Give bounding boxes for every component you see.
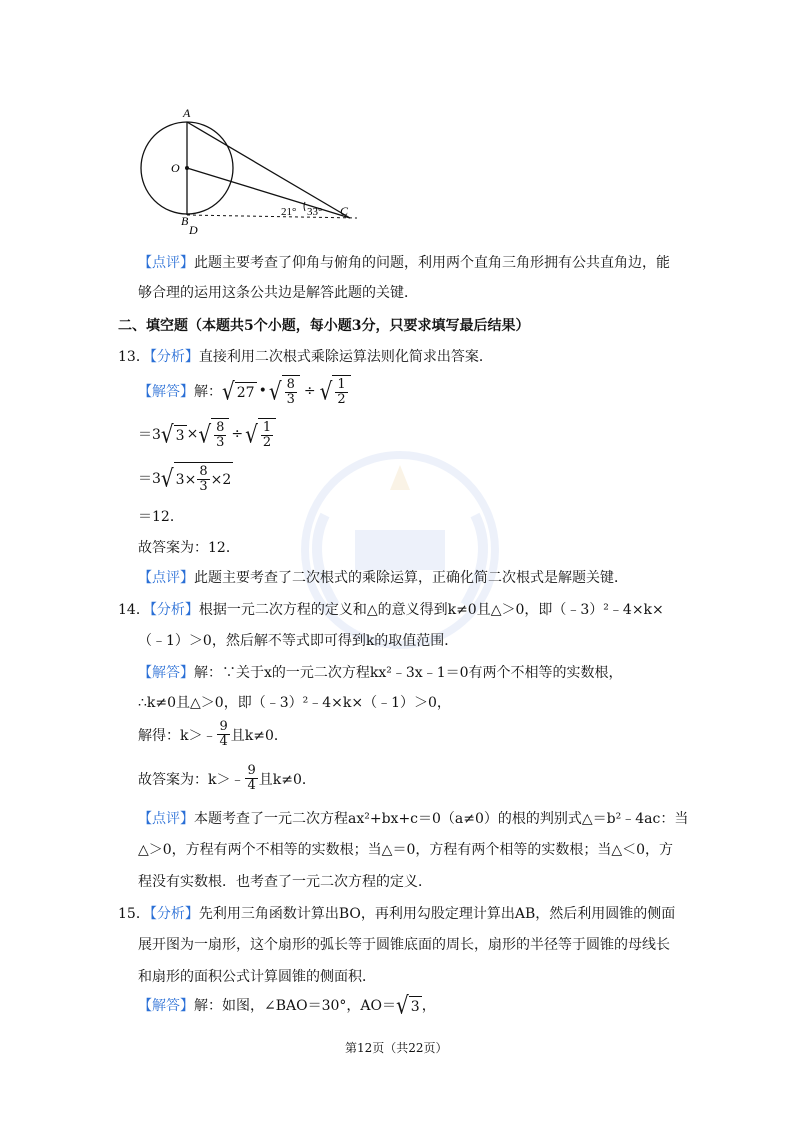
q13-solution: 【解答】 解： √ 27 • √ $\frac{8}{3}$ ÷ √ $\frac{1}{2}$	[138, 375, 351, 407]
q15-solution-tag: 【解答】	[138, 998, 194, 1014]
page-footer: 第12页（共22页）	[345, 1041, 448, 1055]
q14-review-3: 程没有实数根．也考查了一元二次方程的定义．	[138, 874, 432, 890]
review-line-2: 够合理的运用这条公共边是解答此题的关键．	[138, 285, 418, 301]
q13-review-text: 此题主要考查了二次根式的乘除运算，正确化简二次根式是解题关键．	[194, 570, 628, 586]
q14-analysis-text: 根据一元二次方程的定义和△的意义得到k≠0且△＞0，即（﹣3）²﹣4×k×	[198, 602, 664, 618]
geometry-figure	[135, 105, 365, 235]
q15-analysis-tag: 【分析】	[149, 906, 199, 922]
q14-result-post: 且k≠0．	[230, 727, 288, 744]
q15-analysis-2: 展开图为一扇形，这个扇形的弧长等于圆锥底面的周长，扇形的半径等于圆锥的母线长	[138, 937, 670, 953]
math-sqrt-1-2: √ $\frac{1}{2}$	[320, 375, 351, 407]
math-sqrt-8-3: √ $\frac{8}{3}$	[269, 375, 300, 407]
q14-condition: ∴k≠0且△＞0，即（﹣3）²﹣4×k×（﹣1）＞0，	[138, 695, 451, 711]
q14-answer: 故答案为：k＞﹣ $\frac{9}{4}$ 且k≠0．	[138, 763, 316, 793]
q13-analysis-tag: 【分析】	[149, 349, 199, 365]
q15-analysis-1	[118, 903, 675, 923]
q15-solution: 【解答】 解：如图，∠BAO＝30°，AO＝ √ 3 ，	[138, 990, 436, 1020]
label-d: D	[189, 223, 198, 235]
line-ac	[187, 122, 350, 218]
q14-result: 解得：k＞﹣ $\frac{9}{4}$ 且k≠0．	[138, 719, 288, 749]
q13-number: 13．	[118, 349, 150, 365]
review-tag: 【点评】	[138, 255, 194, 271]
label-angle1: 21°	[281, 206, 297, 218]
q14-solution-text: 解：∵关于x的一元二次方程kx²﹣3x﹣1＝0有两个不相等的实数根，	[194, 665, 623, 681]
q13-analysis-text: 直接利用二次根式乘除运算法则化简求出答案．	[198, 349, 493, 365]
q14-answer-post: 且k≠0．	[258, 771, 316, 788]
q13-step-2: ＝3 √ 3 × √ $\frac{8}{3}$ ÷ √ $\frac{1}{2}$	[138, 418, 276, 450]
q13-solution-tag: 【解答】	[138, 384, 194, 400]
q14-review-1	[138, 808, 688, 828]
q15-analysis-text: 先利用三角函数计算出BO，再利用勾股定理计算出AB，然后利用圆锥的侧面	[198, 906, 676, 922]
q14-analysis-2: （﹣1）＞0，然后解不等式即可得到k的取值范围．	[138, 633, 459, 649]
q13-step-4: ＝12．	[138, 509, 184, 525]
label-c: C	[340, 204, 349, 218]
review-line-1	[138, 252, 670, 272]
label-angle2: 33°	[307, 206, 323, 218]
q13-step-3: ＝3 √ 3× $\frac{8}{3}$ ×2	[138, 463, 232, 494]
math-sqrt-3: √ 3	[396, 990, 420, 1020]
q14-result-pre: 解得：k＞﹣	[138, 727, 217, 744]
q14-review-text: 本题考查了一元二次方程ax²+bx+c＝0（a≠0）的根的判别式△＝b²﹣4ac：当	[194, 811, 689, 827]
q14-answer-pre: 故答案为：k＞﹣	[138, 771, 245, 788]
q14-solution-tag: 【解答】	[138, 665, 194, 681]
label-b: B	[181, 214, 189, 228]
label-o: O	[171, 161, 180, 175]
line-bc	[187, 215, 357, 218]
q13-answer: 故答案为：12．	[138, 540, 240, 556]
q14-analysis-tag: 【分析】	[149, 602, 199, 618]
q14-analysis-1	[118, 599, 664, 619]
q13-analysis	[118, 346, 493, 366]
q14-review-tag: 【点评】	[138, 811, 194, 827]
q15-analysis-3: 和扇形的面积公式计算圆锥的侧面积．	[138, 969, 376, 985]
q14-review-2: △＞0，方程有两个不相等的实数根；当△＝0，方程有两个相等的实数根；当△＜0，方	[138, 842, 674, 858]
q14-solution	[138, 662, 623, 682]
math-sqrt-27: √ 27	[222, 376, 255, 406]
q15-solution-text: 解：如图，∠BAO＝30°，AO＝	[194, 998, 397, 1014]
q13-review-tag: 【点评】	[138, 570, 194, 586]
line-oc	[187, 168, 350, 218]
label-a: A	[183, 106, 191, 120]
q15-number: 15．	[118, 906, 150, 922]
review-text-1: 此题主要考查了仰角与俯角的问题，利用两个直角三角形拥有公共直角边，能	[194, 255, 670, 271]
q14-number: 14．	[118, 602, 150, 618]
q13-solution-label: 解：	[194, 384, 222, 400]
watermark-logo	[265, 445, 535, 655]
q13-review	[138, 567, 628, 587]
section-heading: 二、填空题（本题共5个小题，每小题3分，只要求填写最后结果）	[118, 318, 530, 334]
